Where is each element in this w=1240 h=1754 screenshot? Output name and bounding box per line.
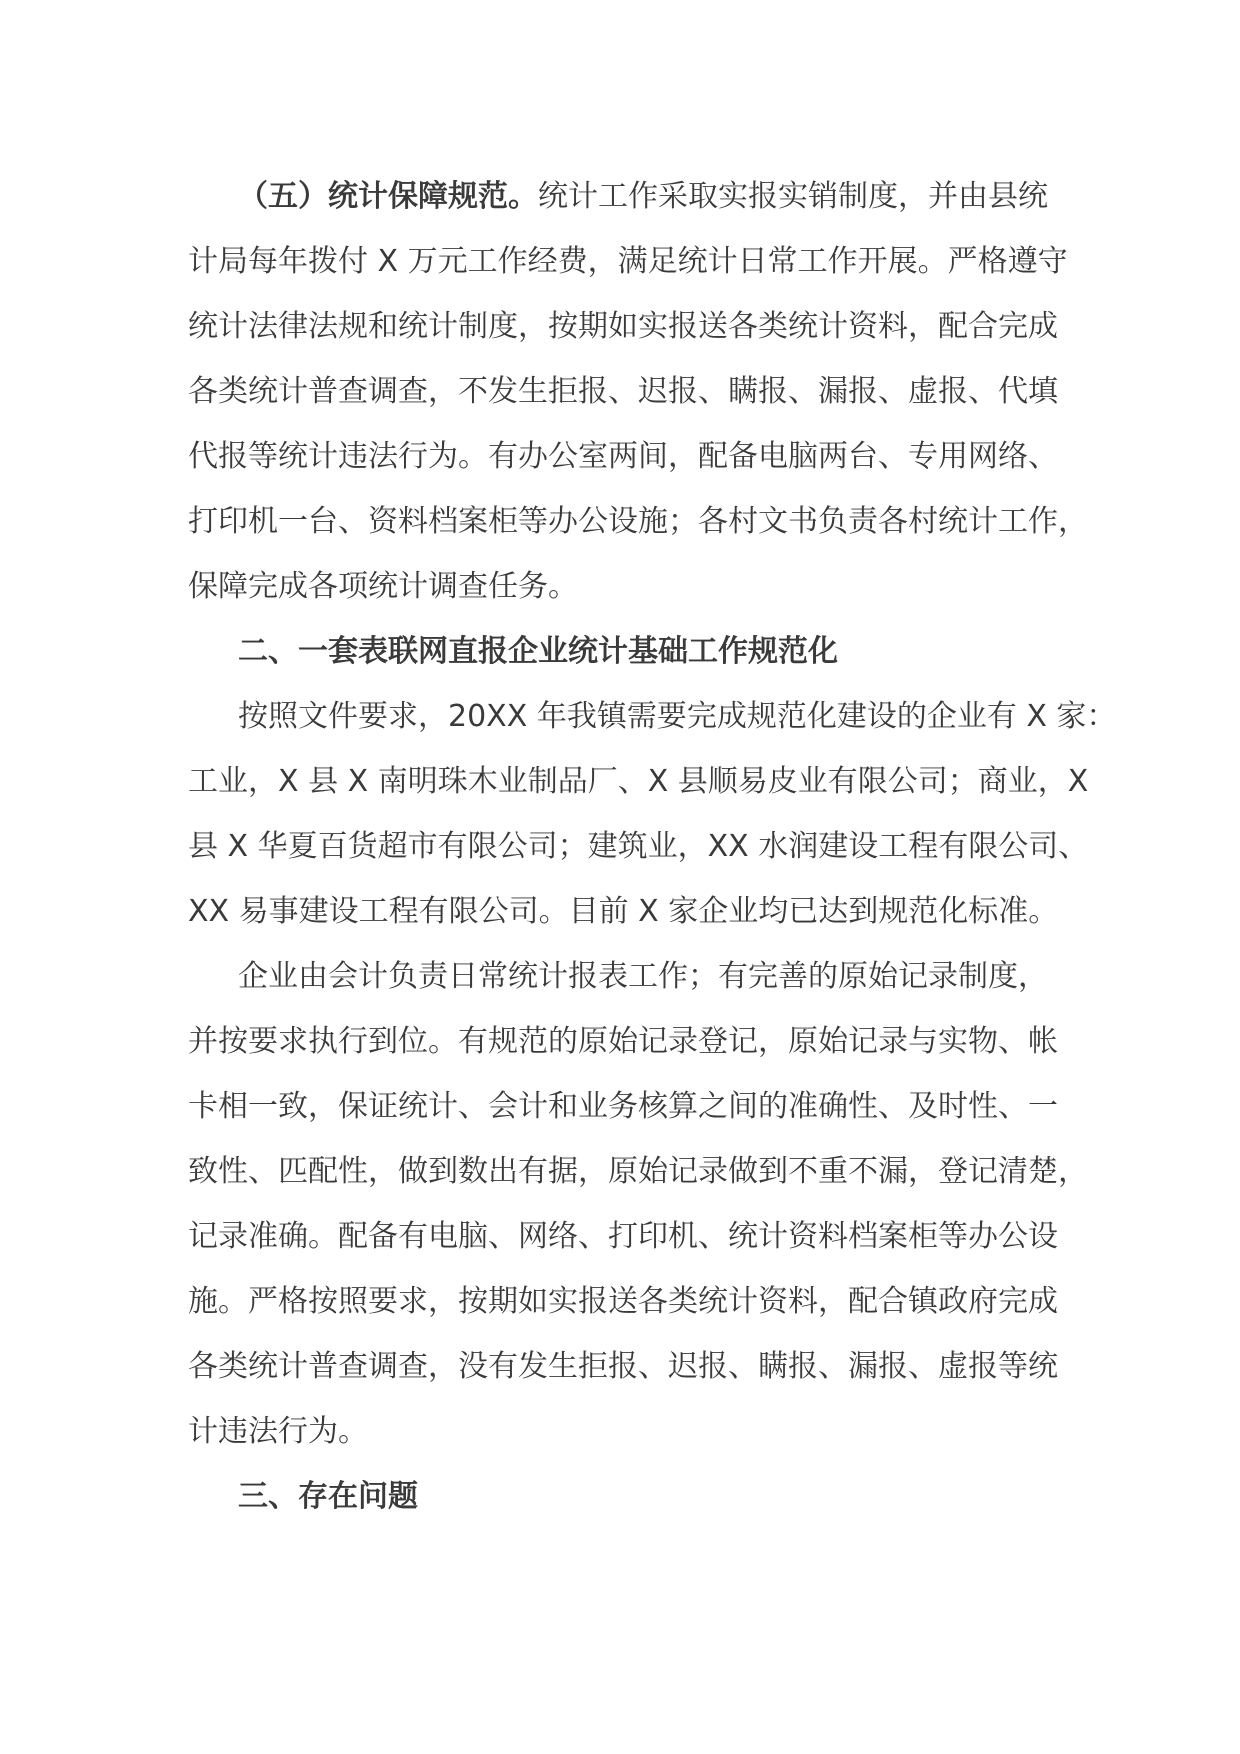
paragraph-line: 县 X 华夏百货超市有限公司；建筑业，XX 水润建设工程有限公司、: [188, 829, 1089, 864]
paragraph-line: 各类统计普查调查，不发生拒报、迟报、瞒报、漏报、虚报、代填: [188, 374, 1058, 409]
paragraph-line: 企业由会计负责日常统计报表工作；有完善的原始记录制度，: [238, 959, 1048, 994]
paragraph-line: [188, 164, 1078, 229]
section-heading: 二、一套表联网直报企业统计基础工作规范化: [238, 634, 838, 669]
sub-heading: （五）统计保障规范。: [238, 179, 538, 214]
paragraph-line: 记录准确。配备有电脑、网络、打印机、统计资料档案柜等办公设: [188, 1219, 1058, 1254]
paragraph-line: 施。严格按照要求，按期如实报送各类统计资料，配合镇政府完成: [188, 1284, 1058, 1319]
paragraph-line: 工业，X 县 X 南明珠木业制品厂、X 县顺易皮业有限公司；商业，X: [188, 764, 1089, 799]
section-heading: 三、存在问题: [238, 1479, 418, 1514]
paragraph-line: 致性、匹配性，做到数出有据，原始记录做到不重不漏，登记清楚，: [188, 1154, 1088, 1189]
paragraph-line: 统计法律法规和统计制度，按期如实报送各类统计资料，配合完成: [188, 309, 1058, 344]
paragraph-line: 代报等统计违法行为。有办公室两间，配备电脑两台、专用网络、: [188, 439, 1058, 474]
document-body: [188, 164, 1117, 1529]
paragraph-line: 计局每年拨付 X 万元工作经费，满足统计日常工作开展。严格遵守: [188, 244, 1068, 279]
paragraph-text: 统计工作采取实报实销制度，并由县统: [538, 179, 1048, 214]
paragraph-line: 卡相一致，保证统计、会计和业务核算之间的准确性、及时性、一: [188, 1089, 1058, 1124]
paragraph-line: 并按要求执行到位。有规范的原始记录登记，原始记录与实物、帐: [188, 1024, 1058, 1059]
paragraph-line: 保障完成各项统计调查任务。: [188, 569, 578, 604]
paragraph-line: XX 易事建设工程有限公司。目前 X 家企业均已达到规范化标准。: [188, 894, 1059, 929]
paragraph-line: 计违法行为。: [188, 1414, 368, 1449]
paragraph-line: 各类统计普查调查，没有发生拒报、迟报、瞒报、漏报、虚报等统: [188, 1349, 1058, 1384]
paragraph-line: 打印机一台、资料档案柜等办公设施；各村文书负责各村统计工作，: [188, 504, 1088, 539]
paragraph-line: 按照文件要求，20XX 年我镇需要完成规范化建设的企业有 X 家：: [238, 699, 1117, 734]
